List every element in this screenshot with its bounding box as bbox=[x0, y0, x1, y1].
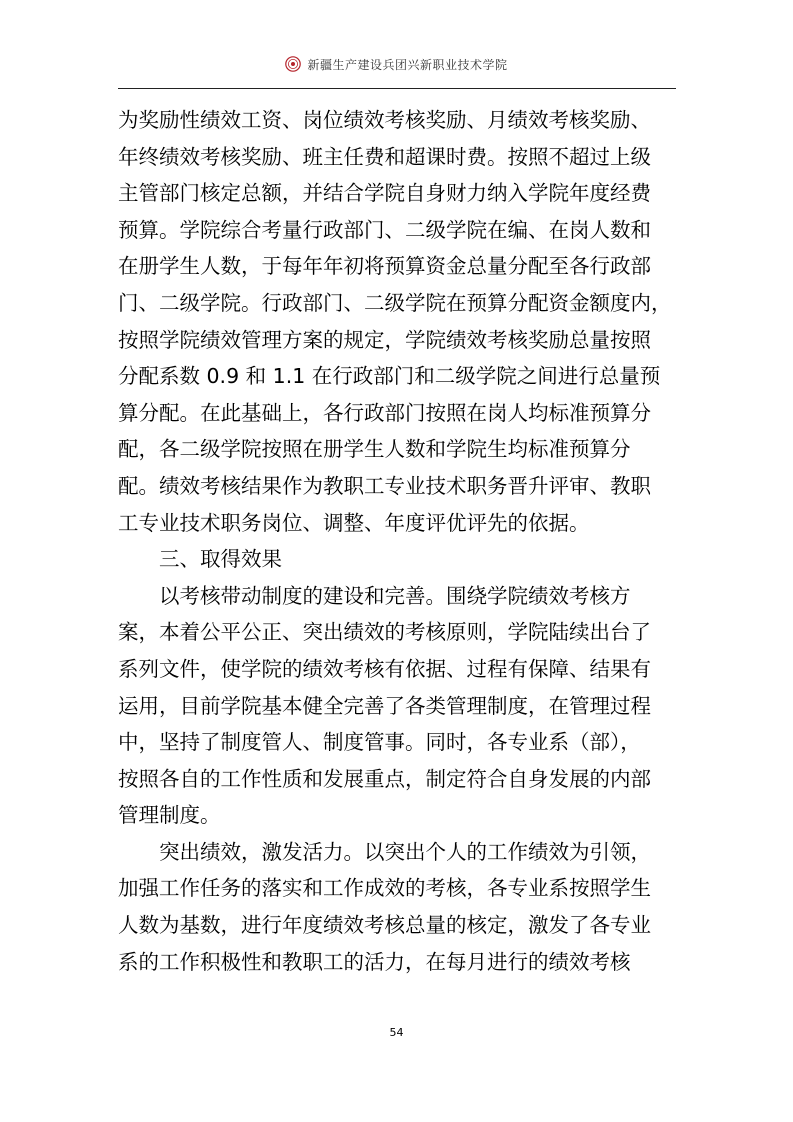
text-line: 运用，目前学院基本健全完善了各类管理制度，在管理过程 bbox=[118, 693, 651, 718]
text-line: 案，本着公平公正、突出绩效的考核原则，学院陆续出台了 bbox=[118, 620, 651, 645]
text-line: 配，各二级学院按照在册学生人数和学院生均标准预算分 bbox=[118, 437, 631, 462]
document-body bbox=[118, 102, 678, 980]
text-line: 门、二级学院。行政部门、二级学院在预算分配资金额度内， bbox=[118, 290, 672, 315]
text-line: 按照各自的工作性质和发展重点，制定符合自身发展的内部 bbox=[118, 766, 651, 791]
text-line: 年终绩效考核奖励、班主任费和超课时费。按照不超过上级 bbox=[118, 144, 651, 169]
text-line: 算分配。在此基础上，各行政部门按照在岗人均标准预算分 bbox=[118, 400, 651, 425]
text-line: 突出绩效，激发活力。以突出个人的工作绩效为引领， bbox=[118, 839, 651, 864]
header-divider bbox=[118, 88, 676, 89]
header-title: 新疆生产建设兵团兴新职业技术学院 bbox=[307, 57, 508, 72]
text-line: 人数为基数，进行年度绩效考核总量的核定，激发了各专业 bbox=[118, 913, 651, 938]
text-line: 管理制度。 bbox=[118, 803, 221, 828]
text-line: 系的工作积极性和教职工的活力，在每月进行的绩效考核 bbox=[118, 949, 631, 974]
college-seal-icon bbox=[285, 56, 301, 72]
section-heading: 三、取得效果 bbox=[118, 547, 282, 572]
text-line: 按照学院绩效管理方案的规定，学院绩效考核奖励总量按照 bbox=[118, 327, 651, 352]
page-header bbox=[0, 52, 793, 76]
text-line: 工专业技术职务岗位、调整、年度评优评先的依据。 bbox=[118, 510, 590, 535]
text-line: 在册学生人数，于每年年初将预算资金总量分配至各行政部 bbox=[118, 254, 651, 279]
text-line: 分配系数 0.9 和 1.1 在行政部门和二级学院之间进行总量预 bbox=[118, 364, 661, 389]
text-line: 以考核带动制度的建设和完善。围绕学院绩效考核方 bbox=[118, 583, 631, 608]
text-line: 加强工作任务的落实和工作成效的考核，各专业系按照学生 bbox=[118, 876, 651, 901]
text-line: 主管部门核定总额，并结合学院自身财力纳入学院年度经费 bbox=[118, 181, 651, 206]
text-line: 预算。学院综合考量行政部门、二级学院在编、在岗人数和 bbox=[118, 217, 651, 242]
text-line: 配。绩效考核结果作为教职工专业技术职务晋升评审、教职 bbox=[118, 473, 651, 498]
text-line: 中，坚持了制度管人、制度管事。同时，各专业系（部）， bbox=[118, 730, 641, 755]
text-line: 为奖励性绩效工资、岗位绩效考核奖励、月绩效考核奖励、 bbox=[118, 108, 651, 132]
page-number: 54 bbox=[389, 1026, 404, 1039]
text-line: 系列文件，使学院的绩效考核有依据、过程有保障、结果有 bbox=[118, 656, 651, 681]
